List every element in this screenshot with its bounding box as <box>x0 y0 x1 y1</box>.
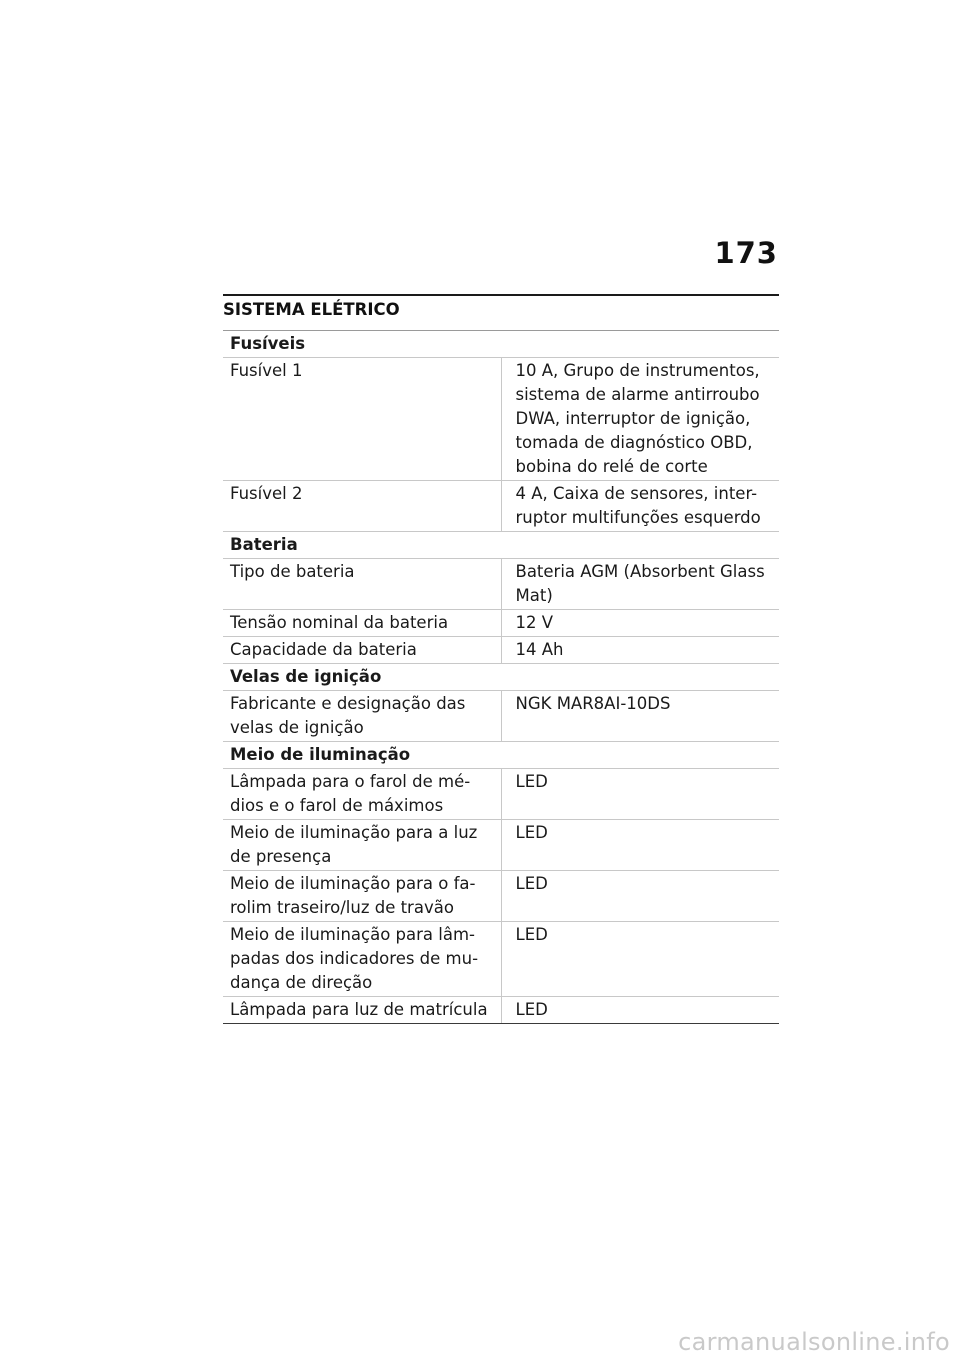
spec-value: 12 V <box>501 610 779 637</box>
group-title-fuses: Fusíveis <box>223 331 779 358</box>
spec-value: 4 A, Caixa de sensores, inter-ruptor multifunções esquerdo <box>501 481 779 532</box>
spec-value: LED <box>501 820 779 871</box>
group-header-row <box>223 664 779 691</box>
spec-value: LED <box>501 997 779 1024</box>
table-row <box>223 691 779 742</box>
group-title-spark-plugs: Velas de ignição <box>223 664 779 691</box>
table-row <box>223 871 779 922</box>
group-title-battery: Bateria <box>223 532 779 559</box>
spec-label: Meio de iluminação para a luz de presença <box>223 820 501 871</box>
spec-label: Tensão nominal da bateria <box>223 610 501 637</box>
table-row <box>223 358 779 481</box>
spec-value: LED <box>501 922 779 997</box>
group-title-lighting: Meio de iluminação <box>223 742 779 769</box>
spec-label: Meio de iluminação para o fa-rolim traseiro/luz de travão <box>223 871 501 922</box>
group-header-row <box>223 532 779 559</box>
group-header-row <box>223 331 779 358</box>
table-row <box>223 820 779 871</box>
spec-value: 14 Ah <box>501 637 779 664</box>
table-row <box>223 997 779 1024</box>
table-row <box>223 769 779 820</box>
page-number: 173 <box>714 236 778 270</box>
spec-label: Lâmpada para luz de matrícula <box>223 997 501 1024</box>
spec-value: LED <box>501 871 779 922</box>
spec-label: Fusível 1 <box>223 358 501 481</box>
spec-value: LED <box>501 769 779 820</box>
group-header-row <box>223 742 779 769</box>
spec-label: Fusível 2 <box>223 481 501 532</box>
table-row <box>223 610 779 637</box>
watermark-link[interactable]: carmanualsonline.info <box>678 1328 950 1356</box>
spec-label: Lâmpada para o farol de mé-dios e o farol de máximos <box>223 769 501 820</box>
spec-table <box>223 330 779 1024</box>
section-title: SISTEMA ELÉTRICO <box>223 300 400 319</box>
table-row <box>223 481 779 532</box>
spec-label: Meio de iluminação para lâm-padas dos indicadores de mu-dança de direção <box>223 922 501 997</box>
table-row <box>223 922 779 997</box>
section-rule <box>223 294 779 296</box>
table-row <box>223 559 779 610</box>
spec-value: NGK MAR8AI-10DS <box>501 691 779 742</box>
spec-label: Capacidade da bateria <box>223 637 501 664</box>
table-row <box>223 637 779 664</box>
spec-label: Tipo de bateria <box>223 559 501 610</box>
spec-label: Fabricante e designação das velas de ignição <box>223 691 501 742</box>
spec-value: Bateria AGM (Absorbent Glass Mat) <box>501 559 779 610</box>
spec-value: 10 A, Grupo de instrumentos, sistema de alarme antirroubo DWA, interruptor de ignição, tomada de diagnóstico OBD, bobina do relé de corte <box>501 358 779 481</box>
